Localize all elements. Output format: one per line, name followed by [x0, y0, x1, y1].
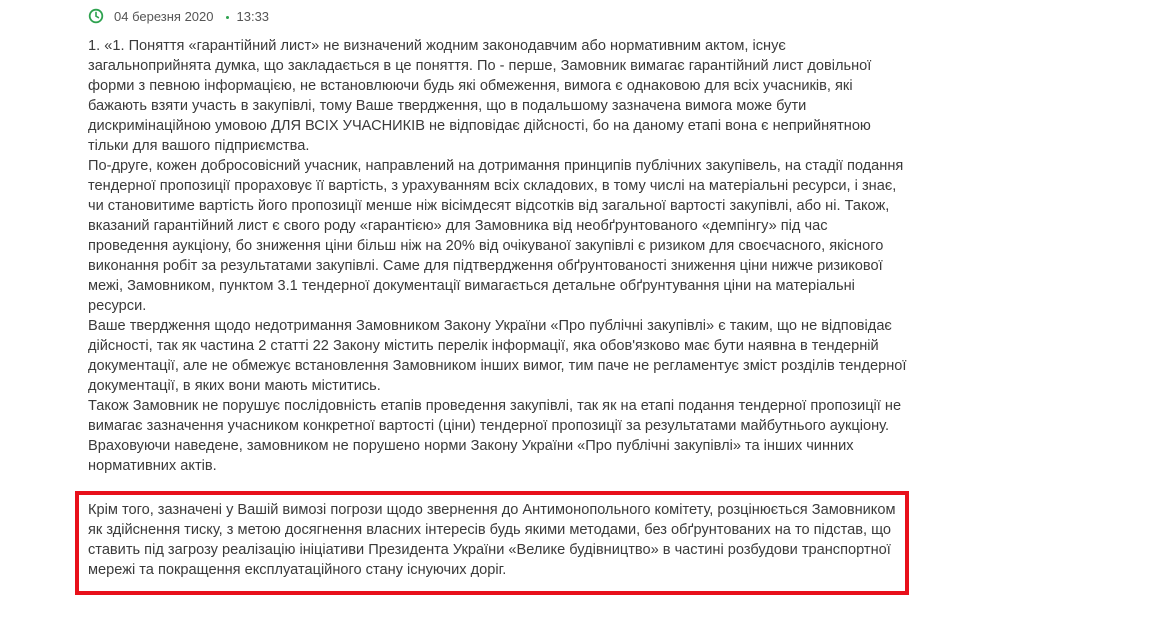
- separator-dot: [226, 16, 229, 19]
- answer-meta: [88, 7, 269, 25]
- highlighted-paragraph: Крім того, зазначені у Вашій вимозі погрози щодо звернення до Антимонопольного комітету, розцінюється Замовником як здійснення тиску, з метою досягнення власних інтересів будь якими методами, без обґрунтованих на то підстав, що ставить під загрозу реалізацію ініціативи Президента України «Велике будівництво» в частині розбудови транспортної мережі та покращення експлуатаційного стану існуючих доріг.: [88, 502, 896, 578]
- answer-paragraph-4: Також Замовник не порушує послідовність етапів проведення закупівлі, так як на етапі подання тендерної пропозиції не вимагає зазначення учасником конкретної вартості (ціни) тендерної пропозиції за результатами майбутнього аукціону.: [88, 398, 902, 434]
- answer-body: [88, 36, 908, 476]
- answer-paragraph-1: 1. «1. Поняття «гарантійний лист» не визначений жодним законодавчим або нормативним актом, існує загальноприйнята думка, що закладається в це поняття. По - перше, Замовник вимагає гарантійний лист довільної форми з певною інформацією, не встановлюючи будь які обмеження, вимога є однаковою для всіх учасників, які бажають взяти участь в закупівлі, тому Ваше твердження, що в подальшому зазначена вимога може бути дискримінаційною умовою ДЛЯ ВСІХ УЧАСНИКІВ не відповідає дійсності, бо на даному етапі вона є неприйнятною тільки для вашого підприємства.: [88, 38, 872, 154]
- answer-paragraph-3: Ваше твердження щодо недотримання Замовником Закону України «Про публічні закупівлі» є таким, що не відповідає дійсності, так як частина 2 статті 22 Закону містить перелік інформації, яка обов'язково має бути наявна в тендерній документації, але не обмежує встановлення Замовником інших вимог, тим паче не регламентує зміст розділів тендерної документації, в яких вони мають міститись.: [88, 318, 907, 394]
- highlight-box: [75, 491, 909, 595]
- answer-paragraph-2: По-друге, кожен добросовісний учасник, направлений на дотримання принципів публічних закупівель, на стадії подання тендерної пропозиції прораховує її вартість, з урахуванням всіх складових, в тому числі на матеріальні ресурси, і знає, чи становитиме вартість його пропозиції менше ніж вісімдесят відсотків від загальної вартості закупівлі, або ні. Також, вказаний гарантійний лист є свого роду «гарантією» для Замовника від необґрунтованого «демпінгу» під час проведення аукціону, бо зниження ціни більш ніж на 20% від очікуваної закупівлі є ризиком для своєчасного, якісного виконання робіт за результатами закупівлі. Саме для підтвердження обґрунтованості зниження ціни нижче ризикової межі, Замовником, пунктом 3.1 тендерної документації вимагається детальне обґрунтування ціни на матеріальні ресурси.: [88, 158, 904, 314]
- answer-paragraph-5: Враховуючи наведене, замовником не порушено норми Закону України «Про публічні закупівлі» та інших чинних нормативних актів.: [88, 438, 854, 474]
- answer-date: 04 березня 2020: [114, 8, 214, 24]
- clock-icon: [88, 8, 104, 24]
- answer-time: 13:33: [236, 8, 270, 24]
